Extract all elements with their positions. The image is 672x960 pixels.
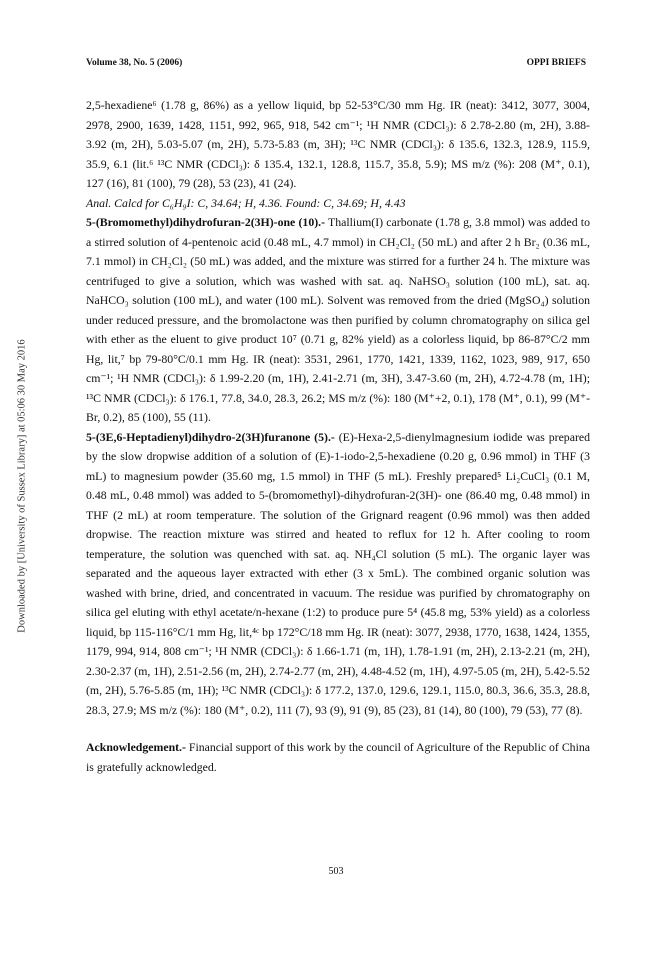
acknowledgement — [86, 738, 590, 777]
compound-10-procedure: Thallium(I) carbonate (1.78 g, 3.8 mmol) was added to a stirred solution of 4-pentenoic acid (0.48 mL, 4.7 mmol) in CH₂Cl₂ (50 mL) and after 2 h Br₂ (0.36 mL, 7.1 mmol) in CH₂Cl₂ (50 mL) was added, and the mixture was stirred for a further 24 h. The mixture was centrifuged to give a solution, which was washed with sat. aq. NaHSO₃ solution (100 mL), sat. aq. NaHCO₃ solution (100 mL), and water (100 mL). Solvent was removed from the dried (MgSO₄) solution under reduced pressure, and the bromolactone was then purified by column chromatography on silica gel with ether as the eluent to give product 10⁷ (0.71 g, 82% yield) as a colorless liquid, bp 86-87°C/2 mm Hg, lit,⁷ bp 79-80°C/0.1 mm Hg. IR (neat): 3531, 2961, 1770, 1421, 1339, 1162, 1023, 989, 917, 650 cm⁻¹; ¹H NMR (CDCl₃): δ 1.99-2.20 (m, 1H), 2.41-2.71 (m, 3H), 3.47-3.60 (m, 2H), 4.72-4.78 (m, 1H); ¹³C NMR (CDCl₃): δ 176.1, 77.8, 34.0, 28.3, 26.2; MS m/z (%): 180 (M⁺+2, 0.1), 178 (M⁺, 0.1), 99 (M⁺-Br, 0.2), 85 (100), 55 (11). — [86, 215, 590, 424]
journal-volume: Volume 38, No. 5 (2006) — [86, 58, 183, 68]
compound-5-title: 5-(3E,6-Heptadienyl)dihydro-2(3H)furanone (5).- — [86, 429, 335, 444]
page-number: 503 — [328, 866, 344, 877]
article-body — [86, 96, 590, 777]
paragraph-anal — [86, 194, 590, 214]
compound-5-procedure: (E)-Hexa-2,5-dienylmagnesium iodide was prepared by the slow dropwise addition of a solution of (E)-1-iodo-2,5-hexadiene (0.20 g, 0.96 mmol) in THF (3 mL) to magnesium powder (35.60 mg, 1.5 mmol) in THF (5 mL). Freshly prepared⁵ Li₂CuCl₃ (0.1 M, 0.48 mL, 0.48 mmol) was added to 5-(bromomethyl)-dihydrofuran-2(3H)- one (86.40 mg, 0.48 mmol) in THF (2 mL) at room temperature. The solution of the Grignard reagent (0.96 mmol) was then added dropwise. The reaction mixture was stirred and heated to reflux for 12 h. After cooling to room temperature, the solution was quenched with sat. aq. NH₄Cl solution (5 mL). The organic layer was separated and the aqueous layer extracted with ether (3 x 5mL). The combined organic solution was washed with brine, dried, and concentrated in vacuum. The residue was purified by chromatography on silica gel eluting with ethyl acetate/n-hexane (1:2) to produce pure 5⁴ (45.8 mg, 53% yield) as a colorless liquid, bp 115-116°C/1 mm Hg, lit,⁴ᶜ bp 172°C/18 mm Hg. IR (neat): 3077, 2938, 1770, 1638, 1424, 1355, 1179, 994, 914, 808 cm⁻¹; ¹H NMR (CDCl₃): δ 1.66-1.71 (m, 1H), 1.78-1.91 (m, 2H), 2.13-2.21 (m, 2H), 2.30-2.37 (m, 1H), 2.51-2.56 (m, 2H), 2.74-2.77 (m, 2H), 4.48-4.52 (m, 1H), 4.97-5.05 (m, 2H), 5.42-5.52 (m, 2H), 5.76-5.85 (m, 1H); ¹³C NMR (CDCl₃): δ 177.2, 137.0, 129.6, 129.1, 115.0, 80.3, 36.6, 35.3, 28.8, 28.3, 27.9; MS m/z (%): 180 (M⁺, 0.2), 111 (7), 93 (9), 91 (9), 85 (23), 81 (14), 80 (100), 79 (53), 77 (8). — [86, 429, 591, 717]
download-notice: Downloaded by [University of Sussex Library] at 05:06 30 May 2016 — [16, 339, 28, 633]
ack-text: Financial support of this work by the council of Agriculture of the Republic of China is gratefully acknowledged. — [86, 740, 590, 774]
paragraph-furanone — [86, 428, 590, 721]
ack-title: Acknowledgement.- — [86, 740, 186, 754]
paragraph-bromolactone — [86, 213, 590, 428]
compound-10-title: 5-(Bromomethyl)dihydrofuran-2(3H)-one (10).- — [86, 215, 326, 229]
paragraph-hexadiene-data: 2,5-hexadiene⁶ (1.78 g, 86%) as a yellow liquid, bp 52-53°C/30 mm Hg. IR (neat): 3412, 3077, 3004, 2978, 2900, 1639, 1428, 1151, 992, 965, 918, 542 cm⁻¹; ¹H NMR (CDCl₃): δ 2.78-2.80 (m, 2H), 3.88-3.92 (m, 2H), 5.03-5.07 (m, 2H), 5.73-5.83 (m, 3H); ¹³C NMR (CDCl₃): δ 135.6, 132.3, 128.9, 115.9, 35.9, 6.1 (lit.⁶ ¹³C NMR (CDCl₃): δ 135.4, 132.1, 128.8, 115.7, 35.8, 5.9); MS m/z (%): 208 (M⁺, 0.1), 127 (16), 81 (100), 79 (28), 53 (23), 41 (24). — [86, 98, 590, 190]
section-title: OPPI BRIEFS — [526, 58, 586, 68]
anal-text: Anal. Calcd for C₆H₉I: C, 34.64; H, 4.36. Found: C, 34.69; H, 4.43 — [86, 195, 406, 210]
